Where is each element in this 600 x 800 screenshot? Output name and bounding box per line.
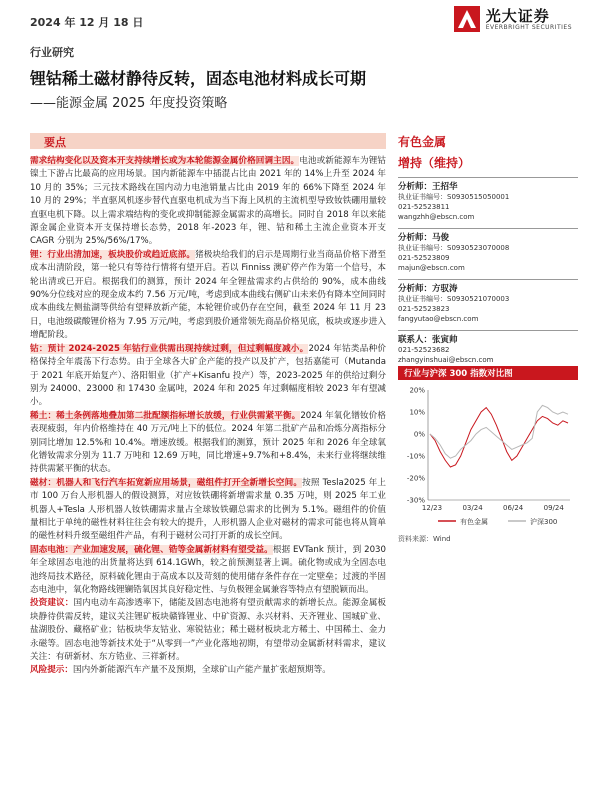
analyst-email[interactable]: fangyutao@ebscn.com [398, 315, 479, 323]
paragraph-text: 按照 Tesla2025 年上市 100 万台人形机器人的假设测算，对应钕铁硼将新增需求量 0.35 万吨，则 2025 年工业机器人+Tesla 人形机器人钕铁硼需求量占全球钕铁硼总需求的比例为 5.1%。磁组件的价值量相比于单纯的磁性材料往往会有较大的提升，人形机器人企业对磁材的需求可能也将从简单的磁性材料升级至磁组件产品，有利于磁材公司打开新的成长空间。 [30, 477, 386, 542]
index-comparison-chart [398, 382, 578, 532]
y-tick-label: 10% [409, 408, 425, 417]
analyst-name: 分析师：王招华 [398, 177, 578, 192]
report-category: 行业研究 [30, 46, 74, 59]
analyst-cert: 执业证书编号：S0930521070003 [398, 295, 510, 303]
paragraph [30, 155, 386, 249]
paragraph-head: 需求结构变化以及资本开支持续增长或为本轮能源金属价格回调主因。 [30, 156, 300, 166]
paragraph-head: 磁材：机器人和飞行汽车拓宽新应用场景，磁组件打开全新增长空间。 [30, 477, 303, 488]
paragraph [30, 597, 386, 664]
chart-title-bar [398, 366, 578, 380]
analyst-cert: 执业证书编号：S0930515050001 [398, 193, 510, 201]
summary-body [30, 155, 386, 678]
paragraph-text: 电池或新能源车为锂钴镍土下游占比最高的应用场景。国内新能源车中插混占比由 2021 年的 14%上升至 2024 年 10 月的 35%；三元技术路线在国内动力电池销量占比由 2019 年的 66%下降至 2024 年 10 月的 29%；半直驱风机逐步替代直驱电机成为当下海上风机的主流机型导致钕铁硼用量较直驱电机下降。以上需求端结构的变化或抑制能源金属需求的高增长。同时自 2018 年以来能源金属企业资本开支保持增长态势，2018 年-2023 年，锂、钴和稀土主流企业资本开支 CAGR 分别为 25%/56%/17%。 [30, 156, 386, 247]
logo-mark-icon [454, 6, 480, 32]
y-tick-label: -20% [406, 474, 425, 483]
paragraph-head: 钴：预计 2024-2025 年钴行业供需出现持续过剩，但过剩幅度减小。 [30, 343, 309, 354]
x-tick-label: 03/24 [462, 504, 483, 512]
page-subtitle: ——能源金属 2025 年度投资策略 [30, 96, 228, 111]
paragraph-text: 2024 年钴类品种价格保持全年震荡下行态势。由于全球各大矿企产能的投产以及扩产，包括嘉能可（Mutanda 于 2021 年底开始复产）、洛阳钼业（扩产+Kisanfu 投产）等，2023-2025 年的供给过剩分别为 24000、23000 和 17430 金属吨，2024 年和 2025 年过剩幅度相较 2023 年有望减小。 [30, 343, 386, 408]
paragraph [30, 410, 386, 477]
paragraph [30, 343, 386, 410]
analyst-email[interactable]: majun@ebscn.com [398, 264, 465, 272]
contact-email[interactable]: zhangyinshuai@ebscn.com [398, 356, 494, 364]
analyst-card [398, 279, 578, 324]
industry-name: 有色金属 [398, 135, 447, 149]
contact-phone: 021-52523682 [398, 346, 450, 354]
paragraph-head: 锂：行业出清加速，板块股价或趋近底部。 [30, 249, 196, 260]
contact-name: 联系人：张寅帅 [398, 330, 578, 345]
paragraph [30, 249, 386, 343]
y-tick-label: -10% [406, 452, 425, 461]
x-tick-label: 09/24 [543, 504, 564, 512]
analyst-card [398, 228, 578, 273]
logo-name-en: EVERBRIGHT SECURITIES [485, 23, 572, 31]
paragraph-text: 猪极块给我们的启示是周期行业当商品价格下滑至成本出清阶段，第一轮只有等待行情将有望开启。若以 Finniss 澳矿停产作为第一个信号，本轮出清或已开启。根据我们的测算，预计 2024 年全锂盐需求约占供给的 90%，成本曲线 90%分位线对应的现金成本约 7.56 万元/吨，考虑到成本曲线右侧矿山未来仍有降本空间同时成本曲线左侧盐湖等供给有望释放新产能，本轮锂价或仍存在空间，截至 2024 年 11 月 23 日，电池级碳酸锂价格为 7.95 万元/吨，考虑到股价通常领先商品价格见底，板块或逐步进入增配阶段。 [30, 249, 386, 341]
paragraph [30, 477, 386, 544]
analyst-cert: 执业证书编号：S0930523070008 [398, 244, 510, 252]
legend-label: 有色金属 [460, 518, 488, 526]
paragraph-head: 固态电池：产业加速发展，硫化锂、锆等金属新材料有望受益。 [30, 544, 273, 555]
y-tick-label: 20% [409, 386, 425, 395]
analyst-phone: 021-52523809 [398, 254, 450, 262]
analyst-email[interactable]: wangzhh@ebscn.com [398, 213, 475, 221]
paragraph-text: 根据 EVTank 预计，到 2030 年全球固态电池的出货量将达到 614.1GWh，较之前预测显著上调。硫化物或成为全固态电池终局技术路径，原料硫化锂由于高成本以及苛刻的使用储存条件存在一定壁垒；过渡的半固态电池中，氧化物路线锂镧锆氧因其良好稳定性、与负极锂金属兼容等特点有望脱颖而出。 [30, 544, 386, 595]
x-tick-label: 06/24 [503, 504, 524, 512]
paragraph-text: 2024 年氧化镨钕价格表现疲弱，年内价格维持在 40 万元/吨上下的低位。2024 年第二批矿产品和冶炼分离指标分别同比增加 12.5%和 10.4%。增速放缓。根据我们的测算，预计 2025 年和 2026 年全球氧化镨钕需求分别为 11.7 万吨和 12.69 万吨，同比增速+9.7%和+8.4%，未来行业将继续维持供需紧平衡的状态。 [30, 410, 386, 475]
paragraph [30, 544, 386, 598]
sidebar [398, 133, 578, 365]
chart-source: 资料来源：Wind [398, 535, 451, 543]
paragraph-text: 国内电动车高渗透率下，储能及固态电池将有望贡献需求的新增长点。能源金属板块静待供需反转，建议关注锂矿板块赣锋锂业、中矿资源、永兴材料、天齐锂业、国城矿业、盐湖股份、藏格矿业；钴板块华友钴业、寒锐钴业；稀土磁材板块北方稀土、中国稀土、金力永磁等。固态电池等新技术处于“从零到一”产业化落地初期，有望带动金属新材料需求，建议关注：有研新材、东方锆业、三祥新材。 [30, 598, 386, 663]
analyst-phone: 021-52523823 [398, 305, 450, 313]
brand-logo [454, 6, 572, 32]
rating-badge: 增持（维持） [398, 156, 471, 170]
chart-title: 行业与沪深 300 指数对比图 [404, 369, 513, 379]
section-label: 要点 [44, 136, 66, 149]
logo-name: 光大证券 [485, 6, 550, 25]
analyst-phone: 021-52523811 [398, 203, 450, 211]
paragraph-text: 国内外新能源汽车产量不及预期，全球矿山产能产量扩张超预期等。 [72, 665, 331, 676]
y-tick-label: -30% [406, 496, 425, 505]
page-title: 锂钴稀土磁材静待反转，固态电池材料成长可期 [30, 69, 367, 88]
analyst-name: 分析师：方驭涛 [398, 279, 578, 294]
x-tick-label: 12/23 [421, 504, 443, 512]
paragraph-head: 稀土：稀土条例落地叠加第二批配额指标增长放缓，行业供需紧平衡。 [30, 410, 301, 421]
paragraph-head: 风险提示： [30, 665, 73, 676]
analyst-card [398, 177, 578, 222]
chart-svg [398, 382, 578, 532]
contact-card [398, 330, 578, 365]
section-header [30, 133, 386, 149]
report-date: 2024 年 12 月 18 日 [30, 16, 144, 29]
analyst-name: 分析师：马俊 [398, 228, 578, 243]
paragraph [30, 664, 386, 677]
paragraph-head: 投资建议： [30, 598, 74, 609]
y-tick-label: 0% [413, 430, 425, 439]
legend-label: 沪深300 [530, 518, 558, 526]
